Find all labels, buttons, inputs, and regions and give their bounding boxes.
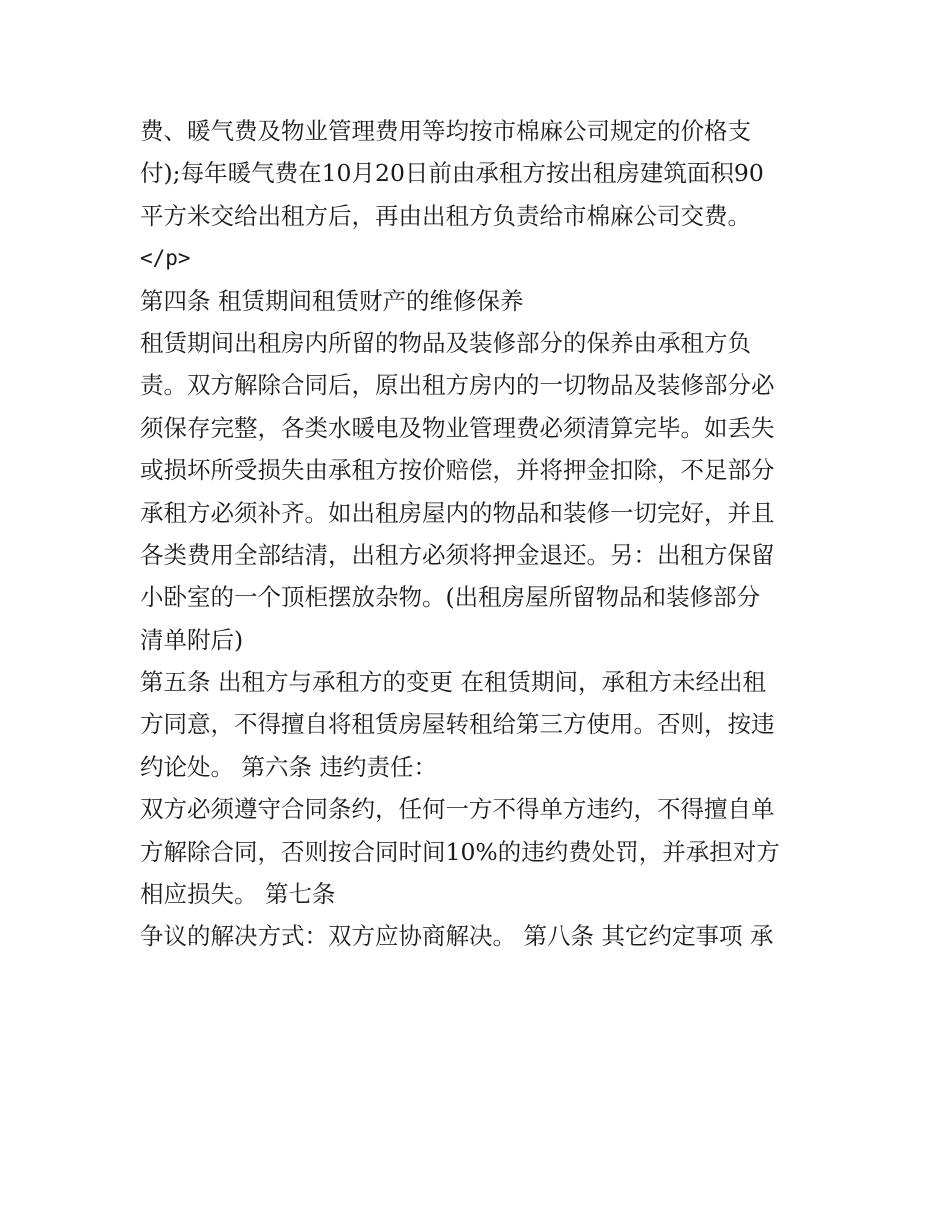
text-line: 承租方必须补齐。如出租房屋内的物品和装修一切完好，并且 <box>140 498 775 527</box>
html-tag-line: </p> <box>140 246 191 271</box>
text-line: 付);每年暖气费在10月20日前由承租方按出租房建筑面积90 <box>140 159 764 188</box>
text-line: 清单附后) <box>140 625 244 654</box>
text-line: 争议的解决方式：双方应协商解决。 第八条 其它约定事项 承 <box>140 922 774 951</box>
text-line: 相应损失。 第七条 <box>140 880 336 909</box>
text-line: 须保存完整，各类水暖电及物业管理费必须清算完毕。如丢失 <box>140 413 775 442</box>
text-line: 平方米交给出租方后，再由出租方负责给市棉麻公司交费。 <box>140 201 751 230</box>
text-line: 双方必须遵守合同条约，任何一方不得单方违约，不得擅自单 <box>140 795 775 824</box>
section-heading-article-4: 第四条 租赁期间租赁财产的维修保养 <box>140 286 524 315</box>
text-line: 租赁期间出租房内所留的物品及装修部分的保养由承租方负 <box>140 328 751 357</box>
section-heading-article-5: 第五条 出租方与承租方的变更 在租赁期间，承租方未经出租 <box>140 668 766 697</box>
text-line: 方同意，不得擅自将租赁房屋转租给第三方使用。否则，按违 <box>140 710 775 739</box>
text-line: 小卧室的一个顶柜摆放杂物。(出租房屋所留物品和装修部分 <box>140 583 761 612</box>
text-line: 方解除合同，否则按合同时间10%的违约费处罚，并承担对方 <box>140 837 780 866</box>
document-body <box>140 110 820 958</box>
text-line: 各类费用全部结清，出租方必须将押金退还。另：出租方保留 <box>140 540 775 569</box>
text-line: 或损坏所受损失由承租方按价赔偿，并将押金扣除，不足部分 <box>140 456 775 485</box>
text-line: 费、暖气费及物业管理费用等均按市棉麻公司规定的价格支 <box>140 117 751 145</box>
text-line: 责。双方解除合同后，原出租方房内的一切物品及装修部分必 <box>140 371 775 400</box>
text-line: 约论处。 第六条 违约责任： <box>140 752 437 781</box>
